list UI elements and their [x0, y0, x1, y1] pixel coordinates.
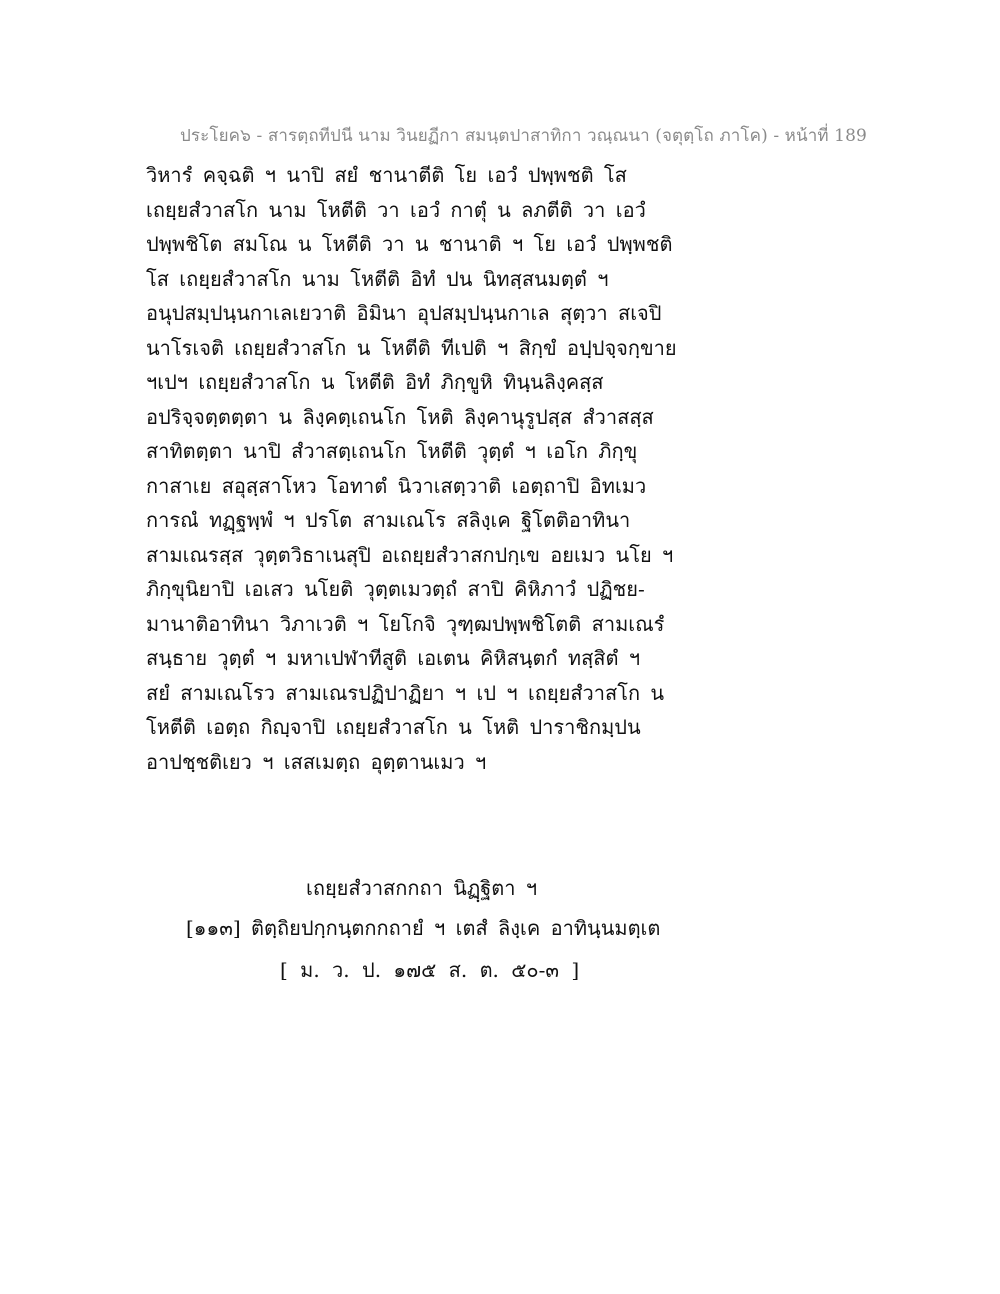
- text-line: โหตีติ เอตฺถ กิญฺจาปิ เถยฺยสํวาสโก น โหติ ปาราชิกมฺปน: [146, 715, 641, 739]
- text-line: อปริจฺจตฺตตฺตา น ลิงฺคตฺเถนโก โหติ ลิงฺคานุรูปสฺส สํวาสสฺส: [146, 404, 654, 429]
- text-line: ปพฺพชิโต สมโณ น โหตีติ วา น ชานาติ ฯ โย เอวํ ปพฺพชติ: [146, 232, 673, 256]
- text-line: สาทิตตฺตา นาปิ สํวาสตฺเถนโก โหตีติ วุตฺตํ ฯ เอโก ภิกฺขุ: [146, 439, 638, 463]
- section-end-title: เถยฺยสํวาสกกถา นิฏฺฐิตา ฯ: [306, 876, 538, 900]
- running-header: ประโยค๖ - สารตฺถทีปนี นาม วินยฏีกา สมนฺตปาสาทิกา วณฺณนา (จตุตฺโถ ภาโค) - หน้าที่ 189: [180, 126, 867, 146]
- text-line: ฯเปฯ เถยฺยสํวาสโก น โหตีติ อิทํ ภิกฺขูหิ ทินฺนลิงฺคสฺส: [146, 370, 604, 394]
- text-line: อนุปสมฺปนฺนกาเลเยวาติ อิมินา อุปสมฺปนฺนกาเล สุตฺวา สเจปิ: [146, 301, 662, 325]
- text-line: ภิกฺขุนิยาปิ เอเสว นโยติ วุตฺตเมวตฺถํ สาปิ คิหิภาวํ ปฏิชย-: [146, 577, 645, 601]
- text-line: การณํ ทฏฺฐพฺพํ ฯ ปรโต สามเณโร สลิงฺเค ฐิโตติอาทินา: [146, 508, 631, 532]
- text-line: วิหารํ คจฺฉติ ฯ นาปิ สยํ ชานาตีติ โย เอวํ ปพฺพชติ โส: [146, 163, 627, 187]
- text-line: นาโรเจติ เถยฺยสํวาสโก น โหตีติ ทีเปติ ฯ สิกฺขํ อปฺปจฺจกฺขาย: [146, 335, 677, 360]
- text-line: โส เถยฺยสํวาสโก นาม โหตีติ อิทํ ปน นิทสฺสนมตฺตํ ฯ: [146, 266, 609, 291]
- body-text: [146, 158, 866, 779]
- text-line: สยํ สามเณโรว สามเณรปฏิปาฏิยา ฯ เป ฯ เถยฺยสํวาสโก น: [146, 680, 665, 705]
- text-line: กาสาเย สอุสฺสาโหว โอทาตํ นิวาเสตฺวาติ เอตฺถาปิ อิทเมว: [146, 473, 647, 498]
- section-heading: [๑๑๓] ติตฺถิยปกฺกนฺตกกถายํ ฯ เตสํ ลิงฺเค อาทินฺนมตฺเต: [186, 916, 661, 940]
- text-line: อาปชฺชติเยว ฯ เสสเมตฺถ อุตฺตานเมว ฯ: [146, 749, 487, 774]
- text-line: มานาติอาทินา วิภาเวติ ฯ โยโกจิ วุฑฺฒปพฺพชิโตติ สามเณรํ: [146, 611, 665, 636]
- text-line: เถยฺยสํวาสโก นาม โหตีติ วา เอวํ กาตุํ น ลภตีติ วา เอวํ: [146, 197, 646, 222]
- text-line: สนฺธาย วุตฺตํ ฯ มหาเปฬาทีสูติ เอเตน คิหิสนฺตกํ ทสฺสิตํ ฯ: [146, 646, 641, 670]
- reference-citation: [ ม. ว. ป. ๑๗๕ ส. ต. ๕๐-๓ ]: [280, 958, 580, 982]
- text-line: สามเณรสฺส วุตฺตวิธาเนสุปิ อเถยฺยสํวาสกปกฺเข อยเมว นโย ฯ: [146, 542, 674, 567]
